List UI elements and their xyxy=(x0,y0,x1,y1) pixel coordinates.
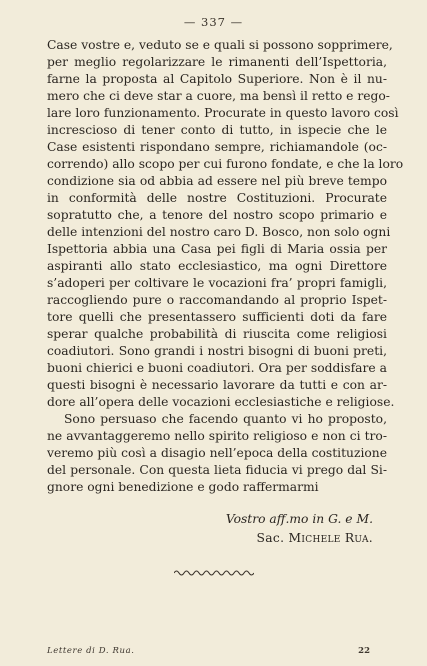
text-line: aspiranti allo stato ecclesiastico, ma ogni Direttore xyxy=(47,259,387,273)
closing-salutation: Vostro aff.mo in G. e M. xyxy=(225,512,373,526)
text-line: sperar qualche probabilità di riuscita come religiosi xyxy=(47,327,387,341)
text-line: raccogliendo pure o raccomandando al proprio Ispet- xyxy=(47,293,387,307)
text-line: sopratutto che, a tenore del nostro scopo primario e xyxy=(47,208,387,222)
text-line: increscioso di tener conto di tutto, in ispecie che le xyxy=(47,123,387,137)
page-number: — 337 — xyxy=(183,15,244,29)
text-line: mero che ci deve star a cuore, ma bensì il retto e rego- xyxy=(47,89,390,103)
text-line: delle intenzioni del nostro caro D. Bosco, non solo ogni xyxy=(47,225,391,239)
signature xyxy=(47,529,373,548)
letter-body xyxy=(47,37,404,496)
text-line: in conformità delle nostre Costituzioni. Procurate xyxy=(47,191,387,205)
text-line: Case vostre e, veduto se e quali si possono sopprimere, xyxy=(47,38,393,52)
text-line: coadiutori. Sono grandi i nostri bisogni di buoni preti, xyxy=(47,344,387,358)
text-line: dore all’opera delle vocazioni ecclesiastiche e religiose. xyxy=(47,395,395,409)
text-line: s’adoperi per coltivare le vocazioni fra’ propri famigli, xyxy=(47,276,387,290)
text-line: condizione sia od abbia ad essere nel più breve tempo xyxy=(47,174,387,188)
text-line: Ispettoria abbia una Casa pei figli di Maria ossia per xyxy=(47,242,387,256)
text-line: questi bisogni è necessario lavorare da tutti e con ar- xyxy=(47,378,387,392)
text-line: ne avvantaggeremo nello spirito religioso e non ci tro- xyxy=(47,429,387,443)
text-line: del personale. Con questa lieta fiducia vi prego dal Si- xyxy=(47,463,387,477)
text-line: farne la proposta al Capitolo Superiore. Non è il nu- xyxy=(47,72,387,86)
signature-title: Sac. xyxy=(256,531,285,545)
text-line: tore quelli che presentassero sufficienti doti da fare xyxy=(47,310,387,324)
footer-book-title: Lettere di D. Rua. xyxy=(47,646,135,656)
footer-signature-number: 22 xyxy=(358,646,370,656)
text-line: buoni chierici e buoni coadiutori. Ora per soddisfare a xyxy=(47,361,387,375)
signature-name: Michele Rua. xyxy=(288,531,373,545)
text-line: veremo più così a disagio nell’epoca della costituzione xyxy=(47,446,387,460)
wavy-ornament xyxy=(174,566,254,578)
text-line: correndo) allo scopo per cui furono fondate, e che la loro xyxy=(47,157,404,171)
text-line: Sono persuaso che facendo quanto vi ho proposto, xyxy=(64,412,387,426)
text-line: gnore ogni benedizione e godo raffermarmi xyxy=(47,480,319,494)
text-line: lare loro funzionamento. Procurate in questo lavoro così xyxy=(47,106,399,120)
text-line: per meglio regolarizzare le rimanenti dell’Ispettoria, xyxy=(47,55,387,69)
text-line: Case esistenti rispondano sempre, richiamandole (oc- xyxy=(47,140,387,154)
